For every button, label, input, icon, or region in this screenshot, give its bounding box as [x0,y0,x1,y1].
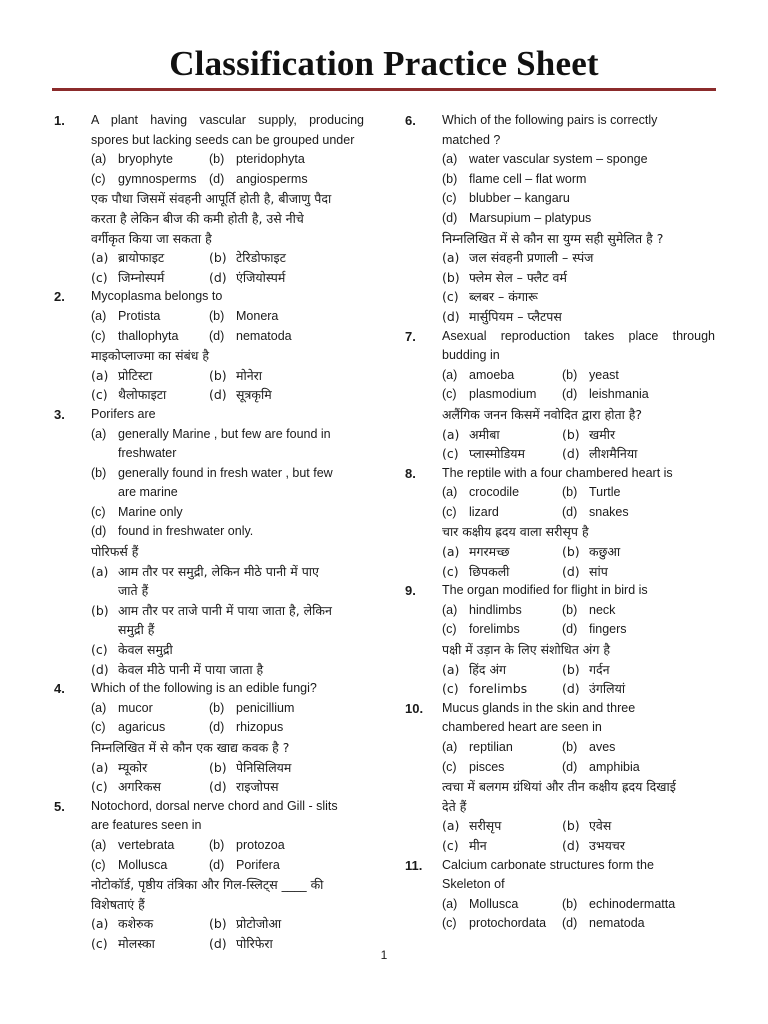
option-b: (b) protozoa [209,837,285,852]
option-d: (d) केवल मीठे पानी में पाया जाता है [91,661,264,677]
question-1 [54,111,364,287]
option-a: (a) जल संवहनी प्रणाली – स्पंज [442,250,594,266]
option-row [91,150,364,170]
option-c: (c) agaricus [91,720,166,735]
option-c: (c) forelimbs [442,622,520,637]
question-text: Calcium carbonate structures form the [442,857,654,872]
question-number: 7. [405,328,416,344]
option-row-hindi [442,836,715,856]
option-row [91,170,364,190]
question-9 [405,581,715,699]
option-row [91,307,364,327]
question-number: 1. [54,113,65,128]
option-row [442,385,715,405]
option-a: (a) ब्रायोफाइट [91,250,165,266]
option-d: (d) मार्सुपियम – प्लैटपस [442,308,562,324]
option-a: (a) generally Marine , but few are found in [91,426,331,441]
question-text-hindi: निम्नलिखित में से कौन सा युग्म सही सुमेलित है ? [442,230,664,246]
option-a: (a) hindlimbs [442,602,522,617]
option-row-hindi [91,914,364,934]
option-c: (c) thallophyta [91,328,179,343]
option-row [91,327,364,347]
option-c: (c) protochordata [442,916,547,931]
option-d: (d) fingers [562,622,627,637]
title-underline [52,88,716,91]
option-b: (b) टेरिडोफाइट [209,250,286,266]
option-a-continued: जाते हैं [118,583,149,599]
option-a: (a) water vascular system – sponge [442,152,648,167]
option-c: (c) ब्लबर – कंगारू [442,289,538,305]
option-d: (d) amphibia [562,759,640,774]
option-a: (a) mucor [91,700,153,715]
option-c: (c) plasmodium [442,387,537,402]
option-b: (b) generally found in fresh water , but few [91,465,333,480]
option-b: (b) प्रोटोजोआ [209,916,282,932]
option-a: (a) crocodile [442,485,520,500]
question-number: 5. [54,798,65,814]
option-b-continued: समुद्री हैं [118,622,155,638]
option-c: (c) Mollusca [91,857,168,872]
option-d: (d) एंजियोस्पर्म [209,269,286,285]
option-d: (d) राइजोपस [209,779,279,795]
option-b: (b) echinodermatta [562,896,676,911]
option-a: (a) कशेरुक [91,916,154,932]
option-b: (b) गर्दन [562,661,610,677]
question-number: 3. [54,406,65,422]
option-b: (b) yeast [562,367,619,382]
question-text-hindi: पोरिफर्स हैं [91,544,139,560]
option-row-hindi [442,679,715,699]
question-text: Porifers are [91,406,156,421]
option-c: (c) प्लास्मोडियम [442,446,526,462]
option-c: (c) gymnosperms [91,171,197,186]
option-b: (b) pteridophyta [209,152,305,167]
question-text-hindi: पक्षी में उड़ान के लिए संशोधित अंग है [442,642,610,658]
option-row [442,895,715,915]
question-number: 11. [405,857,423,873]
option-d: (d) rhizopus [209,720,284,735]
option-d: (d) nematoda [209,328,292,343]
option-row [91,699,364,719]
page-title: Classification Practice Sheet [169,44,599,83]
option-b: (b) flame cell – flat worm [442,171,587,186]
option-a: (a) म्यूकोर [91,759,148,775]
question-number: 10. [405,700,424,716]
option-b: (b) कछुआ [562,544,621,560]
option-row-hindi [91,385,364,405]
option-a: (a) मगरमच्छ [442,544,510,560]
option-c: (c) forelimbs [442,681,528,697]
option-row [442,620,715,640]
option-a: (a) Protista [91,308,161,323]
option-b: (b) फ्लेम सेल – फ्लैट वर्म [442,269,567,285]
option-a: (a) आम तौर पर समुद्री, लेकिन मीठे पानी में पाए [91,563,319,579]
question-text: spores but lacking seeds can be grouped under [91,132,355,147]
option-b: (b) मोनेरा [209,367,263,383]
option-a: (a) bryophyte [91,152,173,167]
question-text: Asexual reproduction takes place through [442,328,715,343]
question-text-hindi: देते हैं [442,798,467,814]
question-text-hindi: माइकोप्लाज्मा का संबंध है [91,348,210,364]
option-c: (c) छिपकली [442,563,510,579]
option-row-hindi [91,758,364,778]
question-text-hindi: निम्नलिखित में से कौन एक खाद्य कवक है ? [91,740,290,755]
question-5 [54,797,364,954]
option-b: (b) Turtle [562,485,621,500]
option-d: (d) Porifera [209,857,280,872]
option-d: (d) Marsupium – platypus [442,210,592,225]
left-column [54,111,364,954]
option-a: (a) vertebrata [91,837,175,852]
option-c: (c) blubber – kangaru [442,191,570,206]
option-row [442,914,715,934]
option-a: (a) amoeba [442,367,515,382]
option-b: (b) आम तौर पर ताजे पानी में पाया जाता है, लेकिन [91,602,332,618]
question-text: matched ? [442,132,501,147]
option-d: (d) सूत्रकृमि [209,387,272,403]
question-11 [405,856,715,934]
question-text-hindi: नोटोकॉर्ड, पृष्ठीय तंत्रिका और गिल-स्लिट्स ____ की [91,877,324,893]
question-text: Mucus glands in the skin and three [442,700,636,715]
option-d: (d) उंगलियां [562,681,626,697]
option-c: (c) Marine only [91,504,183,519]
question-text-hindi: त्वचा में बलगम ग्रंथियां और तीन कक्षीय ह्रदय दिखाई [442,779,676,795]
question-text-hindi: अलैंगिक जनन किसमें नवोदित द्वारा होता है? [442,406,643,422]
option-row [91,836,364,856]
option-row [442,366,715,386]
right-column [405,111,715,934]
option-c: (c) lizard [442,504,499,519]
option-b: (b) Monera [209,308,279,323]
question-text: Notochord, dorsal nerve chord and Gill - slits [91,798,338,813]
option-d: (d) पोरिफेरा [209,935,273,951]
option-b-continued: are marine [118,485,178,500]
question-text-hindi: चार कक्षीय ह्रदय वाला सरीसृप है [442,524,589,540]
option-b: (b) पेनिसिलियम [209,759,292,775]
question-number: 2. [54,289,65,305]
option-row [442,483,715,503]
question-text-hindi: वर्गीकृत किया जा सकता है [91,230,212,246]
option-a-continued: freshwater [118,446,177,461]
option-c: (c) मीन [442,837,487,853]
option-c: (c) जिम्नोस्पर्म [91,269,165,285]
question-number: 9. [405,583,416,599]
option-a: (a) प्रोटिस्टा [91,367,153,383]
option-d: (d) सांप [562,563,608,579]
option-row-hindi [442,425,715,445]
option-b: (b) neck [562,602,616,617]
option-a: (a) reptilian [442,740,513,754]
option-c: (c) अगरिकस [91,779,161,795]
question-number: 6. [405,113,416,128]
question-text-hindi: विशेषताएं हैं [91,896,145,912]
option-a: (a) हिंद अंग [442,661,507,677]
question-text: Which of the following pairs is correctly [442,113,658,127]
option-a: (a) सरीसृप [442,818,502,834]
question-2 [54,287,364,405]
option-a: (a) Mollusca [442,896,519,911]
question-number: 4. [54,681,65,697]
option-a: (a) अमीबा [442,426,500,442]
option-c: (c) थैलोफाइटा [91,387,167,403]
option-d: (d) nematoda [562,916,645,931]
option-row [442,601,715,621]
option-row [442,758,715,778]
option-row [91,718,364,738]
question-10 [405,699,715,856]
option-d: (d) लीशमैनिया [562,446,638,462]
question-text: Which of the following is an edible fungi? [91,681,317,696]
option-row [91,856,364,876]
option-c: (c) केवल समुद्री [91,642,173,658]
question-8 [405,464,715,582]
option-row [442,738,715,758]
question-text: Skeleton of [442,877,505,892]
option-row [442,503,715,523]
option-c: (c) मोलस्का [91,935,155,951]
option-row-hindi [91,268,364,288]
option-row-hindi [91,248,364,268]
option-row-hindi [442,816,715,836]
option-row-hindi [442,542,715,562]
option-row-hindi [442,444,715,464]
option-b: (b) एवेस [562,818,612,834]
option-row-hindi [91,366,364,386]
question-text: budding in [442,348,500,363]
option-row-hindi [91,777,364,797]
question-3 [54,405,364,679]
option-b: (b) penicillium [209,700,295,715]
option-b: (b) aves [562,740,616,754]
question-text: are features seen in [91,818,202,833]
question-text: chambered heart are seen in [442,720,602,735]
option-d: (d) angiosperms [209,171,308,186]
option-c: (c) pisces [442,759,505,774]
question-number: 8. [405,465,416,481]
option-d: (d) उभयचर [562,837,625,853]
question-text: A plant having vascular supply, producing [91,113,364,127]
option-d: (d) found in freshwater only. [91,524,254,539]
option-row-hindi [442,562,715,582]
question-text: Mycoplasma belongs to [91,289,223,304]
question-7 [405,327,715,464]
question-6 [405,111,715,327]
question-4 [54,679,364,797]
question-text-hindi: करता है लेकिन बीज की कमी होती है, उसे नीचे [91,210,304,226]
question-text: The organ modified for flight in bird is [442,583,648,598]
question-text-hindi: एक पौधा जिसमें संवहनी आपूर्ति होती है, बीजाणु पैदा [91,191,332,207]
page-number: 1 [380,948,388,962]
option-d: (d) snakes [562,504,629,519]
question-text: The reptile with a four chambered heart is [442,465,673,480]
option-d: (d) leishmania [562,387,649,402]
option-b: (b) खमीर [562,426,616,442]
option-row-hindi [442,660,715,680]
